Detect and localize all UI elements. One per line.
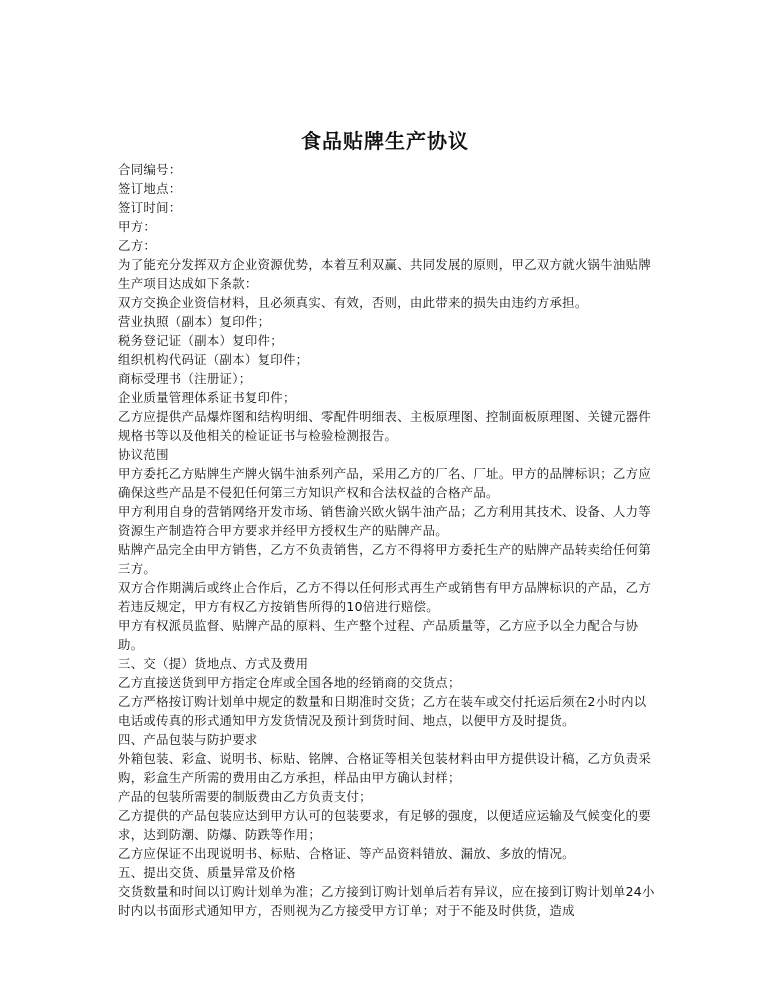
body-paragraph: 贴牌产品完全由甲方销售，乙方不负责销售，乙方不得将甲方委托生产的贴牌产品转卖给任何第三方。	[118, 542, 652, 576]
body-paragraph: 乙方提供的产品包装应达到甲方认可的包装要求，有足够的强度，以便适应运输及气候变化的要求，达到防潮、防爆、防跌等作用；	[118, 808, 652, 842]
list-item: 商标受理书（注册证）；	[118, 371, 252, 386]
body-paragraph: 乙方直接送货到甲方指定仓库或全国各地的经销商的交货点；	[118, 675, 461, 690]
list-item: 组织机构代码证（副本）复印件；	[118, 352, 309, 367]
body-paragraph: 产品的包装所需要的制版费由乙方负责支付；	[118, 789, 372, 804]
signing-time-line: 签订时间：	[118, 200, 182, 215]
body-paragraph: 甲方有权派员监督、贴牌产品的原料、生产整个过程、产品质量等，乙方应予以全力配合与协助。	[118, 618, 639, 652]
body-paragraph: 乙方应保证不出现说明书、标贴、合格证、等产品资料错放、漏放、多放的情况。	[118, 846, 575, 861]
list-item: 税务登记证（副本）复印件；	[118, 333, 283, 348]
list-item: 营业执照（副本）复印件；	[118, 314, 271, 329]
section-heading: 三、交（提）货地点、方式及费用	[118, 656, 309, 671]
body-paragraph: 甲方委托乙方贴牌生产牌火锅牛油系列产品，采用乙方的厂名、厂址。甲方的品牌标识；乙方应确保这些产品是不侵犯任何第三方知识产权和合法权益的合格产品。	[118, 466, 652, 500]
section-heading: 协议范围	[118, 447, 169, 462]
body-paragraph: 外箱包装、彩盒、说明书、标贴、铭牌、合格证等相关包装材料由甲方提供设计稿，乙方负责采购，彩盒生产所需的费用由乙方承担，样品由甲方确认封样；	[118, 751, 652, 785]
body-paragraph: 乙方严格按订购计划单中规定的数量和日期准时交货；乙方在装车或交付托运后须在2小时内以电话或传真的形式通知甲方发货情况及预计到货时间、地点，以便甲方及时提货。	[118, 694, 647, 728]
party-a-line: 甲方：	[118, 219, 157, 234]
contract-number-line: 合同编号：	[118, 162, 182, 177]
body-paragraph: 乙方应提供产品爆炸图和结构明细、零配件明细表、主板原理图、控制面板原理图、关键元器件规格书等以及他相关的检证证书与检验检测报告。	[118, 409, 652, 443]
signing-place-line: 签订地点：	[118, 181, 182, 196]
party-b-line: 乙方：	[118, 238, 157, 253]
body-paragraph: 双方交换企业资信材料，且必须真实、有效，否则，由此带来的损失由违约方承担。	[118, 295, 588, 310]
body-paragraph: 交货数量和时间以订购计划单为准；乙方接到订购计划单后若有异议，应在接到订购计划单24小时内以书面形式通知甲方，否则视为乙方接受甲方订单；对于不能及时供货，造成	[118, 884, 655, 918]
body-paragraph: 甲方利用自身的营销网络开发市场、销售渝兴欧火锅牛油产品；乙方利用其技术、设备、人力等资源生产制造符合甲方要求并经甲方授权生产的贴牌产品。	[118, 504, 652, 538]
section-heading: 四、产品包装与防护要求	[118, 732, 258, 747]
document-title: 食品贴牌生产协议	[301, 129, 469, 153]
document-body	[118, 160, 658, 920]
preamble-paragraph: 为了能充分发挥双方企业资源优势，本着互利双赢、共同发展的原则，甲乙双方就火锅牛油贴牌生产项目达成如下条款：	[118, 257, 652, 291]
list-item: 企业质量管理体系证书复印件；	[118, 390, 296, 405]
body-paragraph: 双方合作期满后或终止合作后，乙方不得以任何形式再生产或销售有甲方品牌标识的产品，乙方若违反规定，甲方有权乙方按销售所得的10倍进行赔偿。	[118, 580, 652, 614]
section-heading: 五、提出交货、质量异常及价格	[118, 865, 296, 880]
